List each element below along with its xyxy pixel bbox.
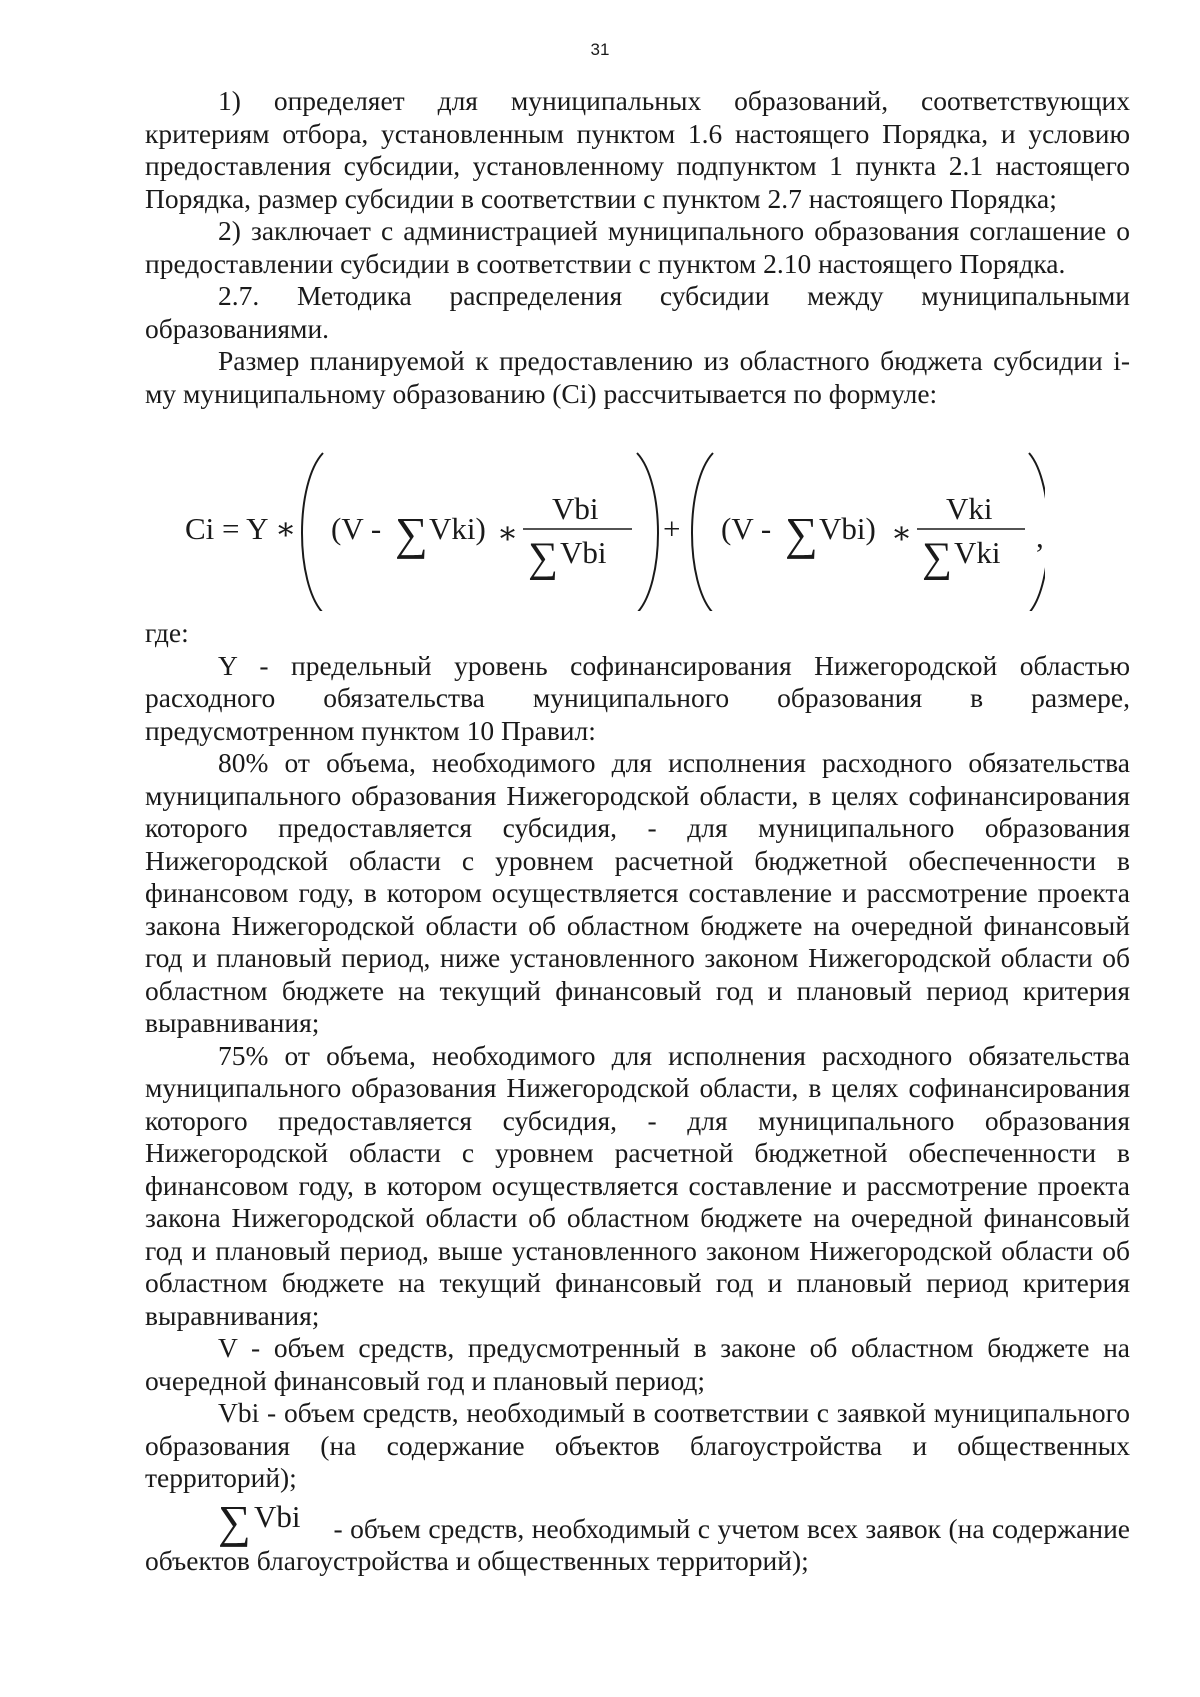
frac2-numerator: Vki: [946, 491, 993, 526]
frac2-denominator: Vki: [954, 535, 1001, 570]
big-paren-right-1: [637, 453, 658, 611]
term1-var: Vki): [429, 511, 486, 546]
formula-svg: [145, 423, 1045, 611]
definition-80-percent: 80% от объема, необходимого для исполнения расходного обязательства муниципального образования Нижегородской области, в целях софинансирования которого предоставляется субсидия, - для муниципального образования Нижегородской области с уровнем расчетной бюджетной обеспеченности в финансовом году, в котором осуществляется составление и рассмотрение проекта закона Нижегородской области об областном бюджете на очередной финансовый год и плановый период, ниже установленного законом Нижегородской области об областном бюджете на текущий финансовый год и плановый период критерия выравнивания;: [145, 747, 1130, 1038]
sum-var-inline: Vbi: [254, 1498, 301, 1534]
definition-75-percent: 75% от объема, необходимого для исполнения расходного обязательства муниципального образования Нижегородской области, в целях софинансирования которого предоставляется субсидия, - для муниципального образования Нижегородской области с уровнем расчетной бюджетной обеспеченности в финансовом году, в котором осуществляется составление и рассмотрение проекта закона Нижегородской области об областном бюджете на очередной финансовый год и плановый период, выше установленного законом Нижегородской области об областном бюджете на текущий финансовый год и плановый период критерия выравнивания;: [145, 1039, 1130, 1331]
term2-open: (V -: [721, 511, 772, 546]
paragraph-determines: 1) определяет для муниципальных образований, соответствующих критериям отбора, установленным пунктом 1.6 настоящего Порядка, и условию предоставления субсидии, установленному подпунктом 1 пункта 2.1 настоящего Порядка, размер субсидии в соответствии с пунктом 2.7 настоящего Порядка;: [145, 85, 1130, 214]
subsidy-formula: [145, 423, 1130, 611]
paragraph-formula-intro: Размер планируемой к предоставлению из областного бюджета субсидии i-му муниципальному образованию (Ci) рассчитывается по формуле:: [145, 345, 1130, 409]
sum-symbol-1: ∑: [395, 508, 428, 559]
big-paren-left-1: [302, 453, 323, 611]
frac1-numerator: Vbi: [552, 491, 599, 526]
sum-symbol-2: ∑: [785, 508, 818, 559]
big-paren-left-2: [692, 453, 713, 611]
definition-sum-vbi: [145, 1495, 1130, 1578]
page-number: 31: [590, 40, 610, 59]
definition-vbi: Vbi - объем средств, необходимый в соответствии с заявкой муниципального образования (на содержание объектов благоустройства и общественных территорий);: [145, 1397, 1130, 1493]
mult-2: ∗: [891, 515, 913, 550]
sum-symbol-frac2: ∑: [922, 535, 952, 581]
sum-symbol-inline: ∑: [218, 1495, 251, 1547]
term2-var: Vbi): [819, 511, 876, 546]
paragraph-methodology-heading: 2.7. Методика распределения субсидии между муниципальными образованиями.: [145, 280, 1130, 344]
term1-open: (V -: [331, 511, 382, 546]
where-label: где:: [145, 617, 189, 648]
mult-1: ∗: [497, 515, 519, 550]
formula-lhs: Ci = Y ∗: [185, 511, 297, 546]
sum-symbol-frac1: ∑: [528, 535, 558, 581]
paragraph-concludes-agreement: 2) заключает с администрацией муниципального образования соглашение о предоставлении субсидии в соответствии с пунктом 2.10 настоящего Порядка.: [145, 215, 1130, 279]
definition-y: Y - предельный уровень софинансирования Нижегородской областью расходного обязательства муниципального образования в размере, предусмотренном пунктом 10 Правил:: [145, 649, 1130, 746]
sum-definition-text: - объем средств, необходимый с учетом всех заявок (на содержание объектов благоустройства и общественных территорий);: [145, 1512, 1130, 1576]
plus-sign: +: [663, 511, 681, 546]
frac1-denominator: Vbi: [560, 535, 607, 570]
formula-tail-comma: ,: [1036, 519, 1044, 554]
document-body: [145, 85, 1130, 1605]
definition-v: V - объем средств, предусмотренный в законе об областном бюджете на очередной финансовый год и плановый период;: [145, 1332, 1130, 1396]
sum-vbi-symbol: [218, 1495, 326, 1547]
